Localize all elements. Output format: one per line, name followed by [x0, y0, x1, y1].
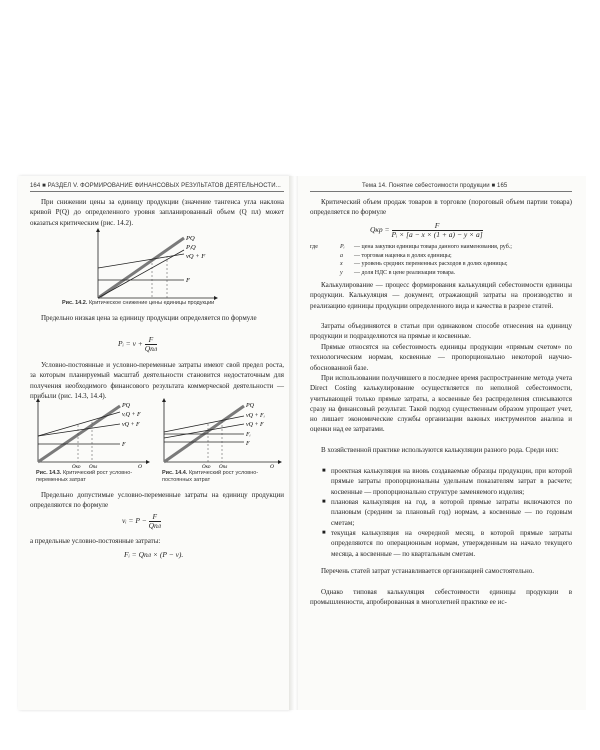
- glossary-symbol: y: [340, 269, 343, 276]
- formula-4-fraction: [392, 222, 483, 239]
- right-paragraph-2: Калькулирование — процесс формирования калькуляций себестоимости единицы продукции. Калькуляция — документ, отражающий затраты на производство и реализацию единицы продукции определенного вида и качества в разрезе статей.: [310, 281, 572, 310]
- right-paragraph-7: Перечень статей затрат устанавливается организацией самостоятельно.: [321, 567, 534, 575]
- bullet-marker: ■: [322, 468, 326, 474]
- label-viq-f: vᵢQ + F: [122, 412, 141, 418]
- glossary-where: где: [310, 244, 318, 250]
- glossary-text: — торговая наценка в долях единицы;: [354, 252, 452, 259]
- label-piq: PᵢQ: [186, 244, 196, 251]
- glossary-symbol: Pᵢ: [340, 244, 345, 250]
- formula-1-numerator: F: [145, 336, 157, 345]
- formula-1-fraction: [145, 336, 157, 353]
- label-vq-f: vQ + F: [246, 422, 264, 428]
- bullet-marker: ■: [322, 499, 326, 505]
- label-pq: PQ: [122, 403, 130, 409]
- figure-14-2: [92, 228, 220, 300]
- right-paragraph-1: Критический объем продаж товаров в торговле (пороговый объем партии товара) определяется по формуле: [310, 198, 572, 217]
- figure-14-2-number: Рис. 14.2.: [62, 300, 88, 306]
- right-paragraph-8: Однако типовая калькуляция себестоимости единицы продукции в промышленности, апробированная в многолетней практике ее ис-: [310, 588, 572, 607]
- line-piq: [98, 250, 184, 298]
- line-vq-fi: [164, 416, 244, 432]
- label-fi: Fᵢ: [246, 432, 251, 438]
- figure-14-3-caption: [36, 470, 146, 484]
- bullet-text: текущая калькуляция на очередной месяц, в которой прямые затраты определяются по операционным нормам, утвержденным на начало текущего месяца, а косвенные — по квартальным сметам.: [331, 529, 572, 558]
- formula-2-denominator: Qпл: [148, 521, 162, 530]
- formula-price-limit: [118, 336, 157, 353]
- right-running-header: Тема 14. Понятие себестоимости продукции ■ 165: [362, 183, 508, 189]
- label-f: F: [122, 442, 126, 448]
- figure-14-3-number: Рис. 14.3.: [36, 470, 62, 476]
- figure-14-4-title: Критический рост условно-постоянных затрат: [162, 470, 259, 483]
- formula-4-denominator: Pᵢ × [a − x × (1 + a) − y × a]: [391, 230, 483, 239]
- bullet-marker: ■: [322, 530, 326, 536]
- label-pq: PQ: [186, 235, 195, 242]
- tick-q-pl: Qпл: [89, 465, 98, 468]
- formula-2-left: vᵢ = P −: [122, 516, 147, 526]
- figure-14-4-number: Рис. 14.4.: [162, 470, 188, 476]
- bullet-item: [322, 528, 572, 559]
- formula-4-left: Qкр =: [370, 225, 390, 235]
- formula-fixed-limit: Fᵢ = Qпл × (P − v).: [124, 550, 184, 559]
- right-header-rule: [310, 191, 572, 192]
- right-paragraph-3: Затраты объединяются в статьи при одинаковом способе отнесения на единицу продукции и подразделяются на прямые и косвенные.: [310, 322, 572, 341]
- bullet-item: [322, 466, 572, 497]
- glossary-text: — доля НДС в цене реализации товара.: [354, 269, 456, 276]
- formula-2-numerator: F: [149, 513, 161, 522]
- right-paragraph-6: В хозяйственной практике используются калькуляции разного рода. Среди них:: [321, 446, 559, 454]
- left-paragraph-2: Предельно низкая цена за единицу продукции определяется по формуле: [41, 314, 257, 322]
- formula-critical-volume: [370, 222, 483, 239]
- tick-q-pl: Qпл: [219, 465, 228, 468]
- left-paragraph-4: Предельно допустимые условно-переменные затраты на единицу продукции определяются по формуле: [30, 491, 284, 510]
- figure-14-3: [32, 398, 152, 468]
- formula-4-numerator: F: [392, 222, 483, 231]
- label-f: F: [246, 441, 250, 447]
- formula-variable-limit: [122, 513, 161, 530]
- figure-14-4-caption: [162, 470, 280, 484]
- axis-q: Q: [270, 464, 274, 468]
- line-pq: [98, 238, 184, 298]
- glossary-row: [310, 269, 512, 278]
- label-vq-fi: vQ + Fᵢ: [246, 413, 265, 419]
- glossary-row: [310, 243, 512, 252]
- left-running-header: 164 ■ РАЗДЕЛ V. ФОРМИРОВАНИЕ ФИНАНСОВЫХ РЕЗУЛЬТАТОВ ДЕЯТЕЛЬНОСТИ...: [30, 183, 281, 189]
- figure-14-2-caption: [62, 300, 284, 307]
- right-paragraph-4: Прямые относятся на себестоимость единицы продукции «прямым счетом» по технологическим нормам, косвенные — пропорционально некоторой научно-обоснованной базе.: [310, 343, 572, 372]
- left-paragraph-1: При снижении цены за единицу продукции (значение тангенса угла наклона кривой P(Q) до определенного уровня запланированный объем (Q пл) может оказаться критическим (рис. 14.2).: [30, 198, 284, 227]
- label-pq: PQ: [246, 403, 254, 409]
- formula-2-fraction: [149, 513, 161, 530]
- right-paragraph-5: При использовании получившего в последнее время распространение метода учета Direct Costing калькулирование осуществляется по неполной себестоимости, учитывающей только прямые затраты, а косвенные без распределения списываются сразу на финансовый результат. Такой подход существенным образом упрощает учет, но лишает экономические службы организации важных инструментов анализа и оценки над ее затратами.: [310, 374, 572, 434]
- glossary-text: — уровень средних переменных расходов в долях единицы;: [354, 261, 508, 267]
- glossary-symbol: x: [340, 261, 343, 267]
- glossary-row: [310, 260, 512, 269]
- left-header-rule: [30, 191, 284, 192]
- line-vq-f: [98, 254, 184, 268]
- symbol-glossary: [310, 243, 572, 277]
- figure-14-3-title: Критический рост условно-переменных затрат: [36, 470, 133, 483]
- bullet-text: проектная калькуляция на вновь создаваемые образцы продукции, при которой прямые затраты пропорциональны удельным показателям затрат в расчете; косвенные — пропорционально структуре заменяемого изделия;: [331, 467, 572, 496]
- tick-q-kr: Qкр: [202, 465, 211, 468]
- line-vq-f: [164, 424, 244, 438]
- label-f: F: [186, 277, 190, 284]
- formula-1-denominator: Qпл: [144, 344, 158, 353]
- left-paragraph-5: а предельные условно-постоянные затраты:: [30, 537, 161, 545]
- bullet-text: плановая калькуляция на год, в которой прямые затраты включаются по плановым (средним за плановый год) нормам, а косвенные — по годовым сметам;: [331, 498, 572, 527]
- glossary-row: [310, 252, 512, 261]
- figure-14-2-title: Критическое снижение цены единицы продукции: [88, 300, 215, 306]
- tick-q-kr: Qкр: [72, 465, 81, 468]
- glossary-text: — цена закупки единицы товара данного наименования, руб.;: [354, 244, 512, 250]
- label-vq-f: vQ + F: [186, 253, 206, 260]
- left-paragraph-3: Условно-постоянные и условно-переменные затраты имеют свой предел роста, за которым планируемый масштаб деятельности становится недостаточным для получения необходимого финансового результата коммерческой деятельности — прибыли (рис. 14.3, 14.4).: [30, 361, 284, 400]
- axis-q: Q: [138, 464, 142, 468]
- formula-1-left: Pᵢ = v +: [118, 339, 143, 349]
- figure-14-4: [158, 398, 284, 468]
- bullet-item: [322, 497, 572, 528]
- label-vq-f: vQ + F: [122, 422, 140, 428]
- glossary-symbol: a: [340, 252, 343, 259]
